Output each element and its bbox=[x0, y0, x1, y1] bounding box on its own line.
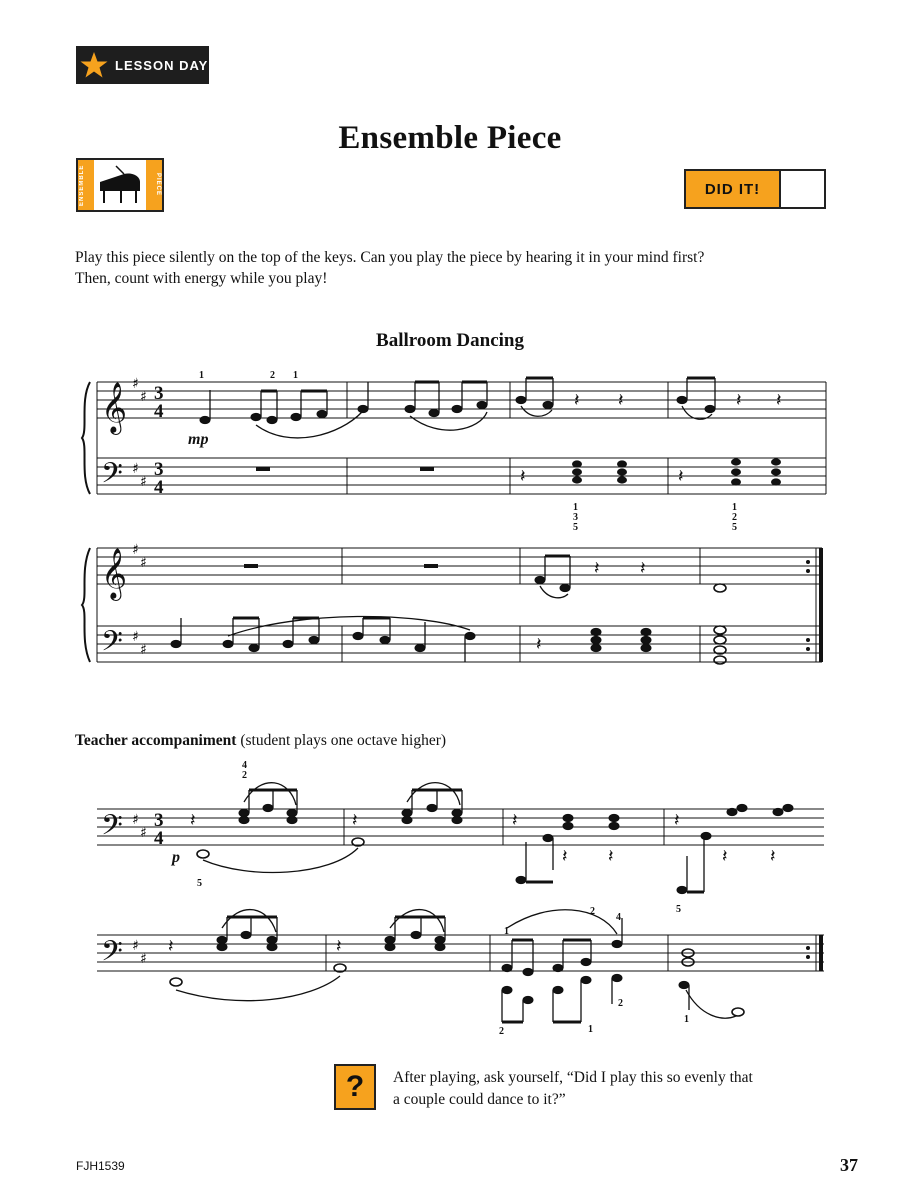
time-signature-top: 3 bbox=[154, 383, 164, 404]
page-title: Ensemble Piece bbox=[338, 120, 562, 156]
svg-text:1: 1 bbox=[504, 926, 509, 937]
measure-1-notes bbox=[200, 378, 715, 424]
whole-rest bbox=[256, 467, 270, 471]
svg-text:1: 1 bbox=[732, 502, 737, 513]
svg-text:𝄽: 𝄽 bbox=[608, 846, 614, 867]
treble-clef-icon: 𝄞 bbox=[101, 382, 128, 433]
instructions-line-1: Play this piece silently on the top of the keys. Can you play the piece by hearing it in your mind first? bbox=[75, 249, 705, 266]
slur bbox=[507, 910, 617, 934]
sharp-icon: ♯ bbox=[140, 825, 147, 841]
svg-text:2: 2 bbox=[618, 998, 623, 1009]
svg-text:2: 2 bbox=[590, 906, 595, 917]
sharp-icon: ♯ bbox=[132, 938, 139, 954]
sharp-icon: ♯ bbox=[140, 951, 147, 967]
svg-text:𝄽: 𝄽 bbox=[168, 936, 174, 957]
svg-text:5: 5 bbox=[732, 522, 737, 533]
slur bbox=[203, 848, 358, 873]
sharp-icon: ♯ bbox=[140, 389, 147, 405]
whole-rest bbox=[424, 564, 438, 568]
time-signature-top: 3 bbox=[154, 810, 164, 831]
rests bbox=[190, 810, 776, 867]
bass-chords bbox=[572, 458, 781, 485]
sharp-icon: ♯ bbox=[132, 542, 139, 558]
whole-rest bbox=[244, 564, 258, 568]
svg-text:𝄽: 𝄽 bbox=[574, 390, 580, 411]
time-signature-bottom: 4 bbox=[154, 401, 164, 422]
sharp-icon: ♯ bbox=[140, 474, 147, 490]
rests bbox=[520, 390, 782, 487]
teacher-accompaniment-label bbox=[75, 732, 446, 750]
sharp-icon: ♯ bbox=[132, 461, 139, 477]
slur bbox=[222, 910, 276, 932]
slur bbox=[176, 976, 340, 1001]
fingering: 4 bbox=[242, 760, 247, 771]
bass-clef-icon: 𝄢 bbox=[101, 935, 123, 975]
sharp-icon: ♯ bbox=[140, 555, 147, 571]
svg-text:𝄽: 𝄽 bbox=[512, 810, 518, 831]
instructions-line-2: Then, count with energy while you play! bbox=[75, 270, 328, 287]
bass-clef-icon: 𝄢 bbox=[101, 457, 123, 497]
svg-text:𝄽: 𝄽 bbox=[536, 634, 542, 655]
sharp-icon: ♯ bbox=[132, 629, 139, 645]
fingering: 1 bbox=[293, 370, 298, 381]
time-signature-top: 3 bbox=[154, 459, 164, 480]
brace-1 bbox=[82, 382, 90, 494]
teacher-label-bold: Teacher accompaniment bbox=[75, 732, 237, 749]
slur bbox=[407, 783, 460, 805]
ensemble-icon-text: ENSEMBLE bbox=[79, 164, 85, 206]
svg-text:4: 4 bbox=[616, 912, 621, 923]
dynamic-marking: mp bbox=[188, 431, 209, 448]
slur bbox=[410, 412, 487, 430]
fingering-stack bbox=[573, 502, 737, 533]
svg-text:1: 1 bbox=[573, 502, 578, 513]
svg-text:𝄽: 𝄽 bbox=[190, 810, 196, 831]
fingering: 2 bbox=[242, 770, 247, 781]
svg-text:3: 3 bbox=[573, 512, 578, 523]
svg-text:𝄽: 𝄽 bbox=[736, 390, 742, 411]
svg-text:𝄽: 𝄽 bbox=[770, 846, 776, 867]
svg-text:𝄽: 𝄽 bbox=[520, 466, 526, 487]
question-icon: ? bbox=[334, 1064, 376, 1110]
svg-text:2: 2 bbox=[499, 1026, 504, 1037]
book-code: FJH1539 bbox=[76, 1159, 125, 1173]
question-line-1: After playing, ask yourself, “Did I play this so evenly that bbox=[393, 1069, 753, 1086]
teacher-label-rest: (student plays one octave higher) bbox=[236, 732, 447, 749]
fingering: 5 bbox=[197, 878, 202, 889]
did-it-label: DID IT! bbox=[686, 171, 781, 207]
time-signature-bottom: 4 bbox=[154, 477, 164, 498]
fingering: 1 bbox=[199, 370, 204, 381]
time-signature-bottom: 4 bbox=[154, 828, 164, 849]
treble-clef-icon: 𝄞 bbox=[101, 548, 128, 599]
svg-text:𝄽: 𝄽 bbox=[594, 558, 600, 579]
page-number: 37 bbox=[840, 1155, 858, 1175]
rests bbox=[168, 936, 342, 957]
svg-text:𝄽: 𝄽 bbox=[722, 846, 728, 867]
svg-text:𝄽: 𝄽 bbox=[776, 390, 782, 411]
svg-text:𝄽: 𝄽 bbox=[352, 810, 358, 831]
fingering: 2 bbox=[270, 370, 275, 381]
brace-2 bbox=[82, 548, 90, 662]
dynamic-marking: p bbox=[172, 849, 180, 866]
teacher-notes-2 bbox=[170, 917, 744, 1022]
slur bbox=[686, 990, 736, 1018]
badge-label: LESSON DAY bbox=[115, 57, 209, 73]
repeat-dots bbox=[806, 560, 810, 651]
teacher-notes-1 bbox=[197, 790, 793, 894]
slur bbox=[390, 910, 444, 932]
svg-text:𝄽: 𝄽 bbox=[678, 466, 684, 487]
svg-text:2: 2 bbox=[732, 512, 737, 523]
bass-clef-icon: 𝄢 bbox=[101, 625, 123, 665]
svg-text:1: 1 bbox=[588, 1024, 593, 1035]
slur bbox=[256, 412, 362, 438]
teacher-system-2 bbox=[97, 935, 824, 971]
svg-text:𝄽: 𝄽 bbox=[674, 810, 680, 831]
bass-clef-icon: 𝄢 bbox=[101, 809, 123, 849]
question-line-2: a couple could dance to it?” bbox=[393, 1091, 566, 1108]
system-2 bbox=[97, 548, 822, 662]
whole-rest bbox=[420, 467, 434, 471]
svg-text:𝄽: 𝄽 bbox=[618, 390, 624, 411]
svg-text:5: 5 bbox=[573, 522, 578, 533]
question-text bbox=[393, 1067, 833, 1111]
svg-text:1: 1 bbox=[684, 1014, 689, 1025]
sharp-icon: ♯ bbox=[132, 376, 139, 392]
piece-icon-text: PIECE bbox=[155, 173, 161, 197]
svg-text:𝄽: 𝄽 bbox=[562, 846, 568, 867]
fingering: 5 bbox=[676, 904, 681, 915]
piece-title: Ballroom Dancing bbox=[376, 330, 524, 351]
sharp-icon: ♯ bbox=[132, 812, 139, 828]
slur bbox=[244, 783, 296, 805]
svg-text:𝄽: 𝄽 bbox=[640, 558, 646, 579]
svg-text:𝄽: 𝄽 bbox=[336, 936, 342, 957]
sharp-icon: ♯ bbox=[140, 642, 147, 658]
